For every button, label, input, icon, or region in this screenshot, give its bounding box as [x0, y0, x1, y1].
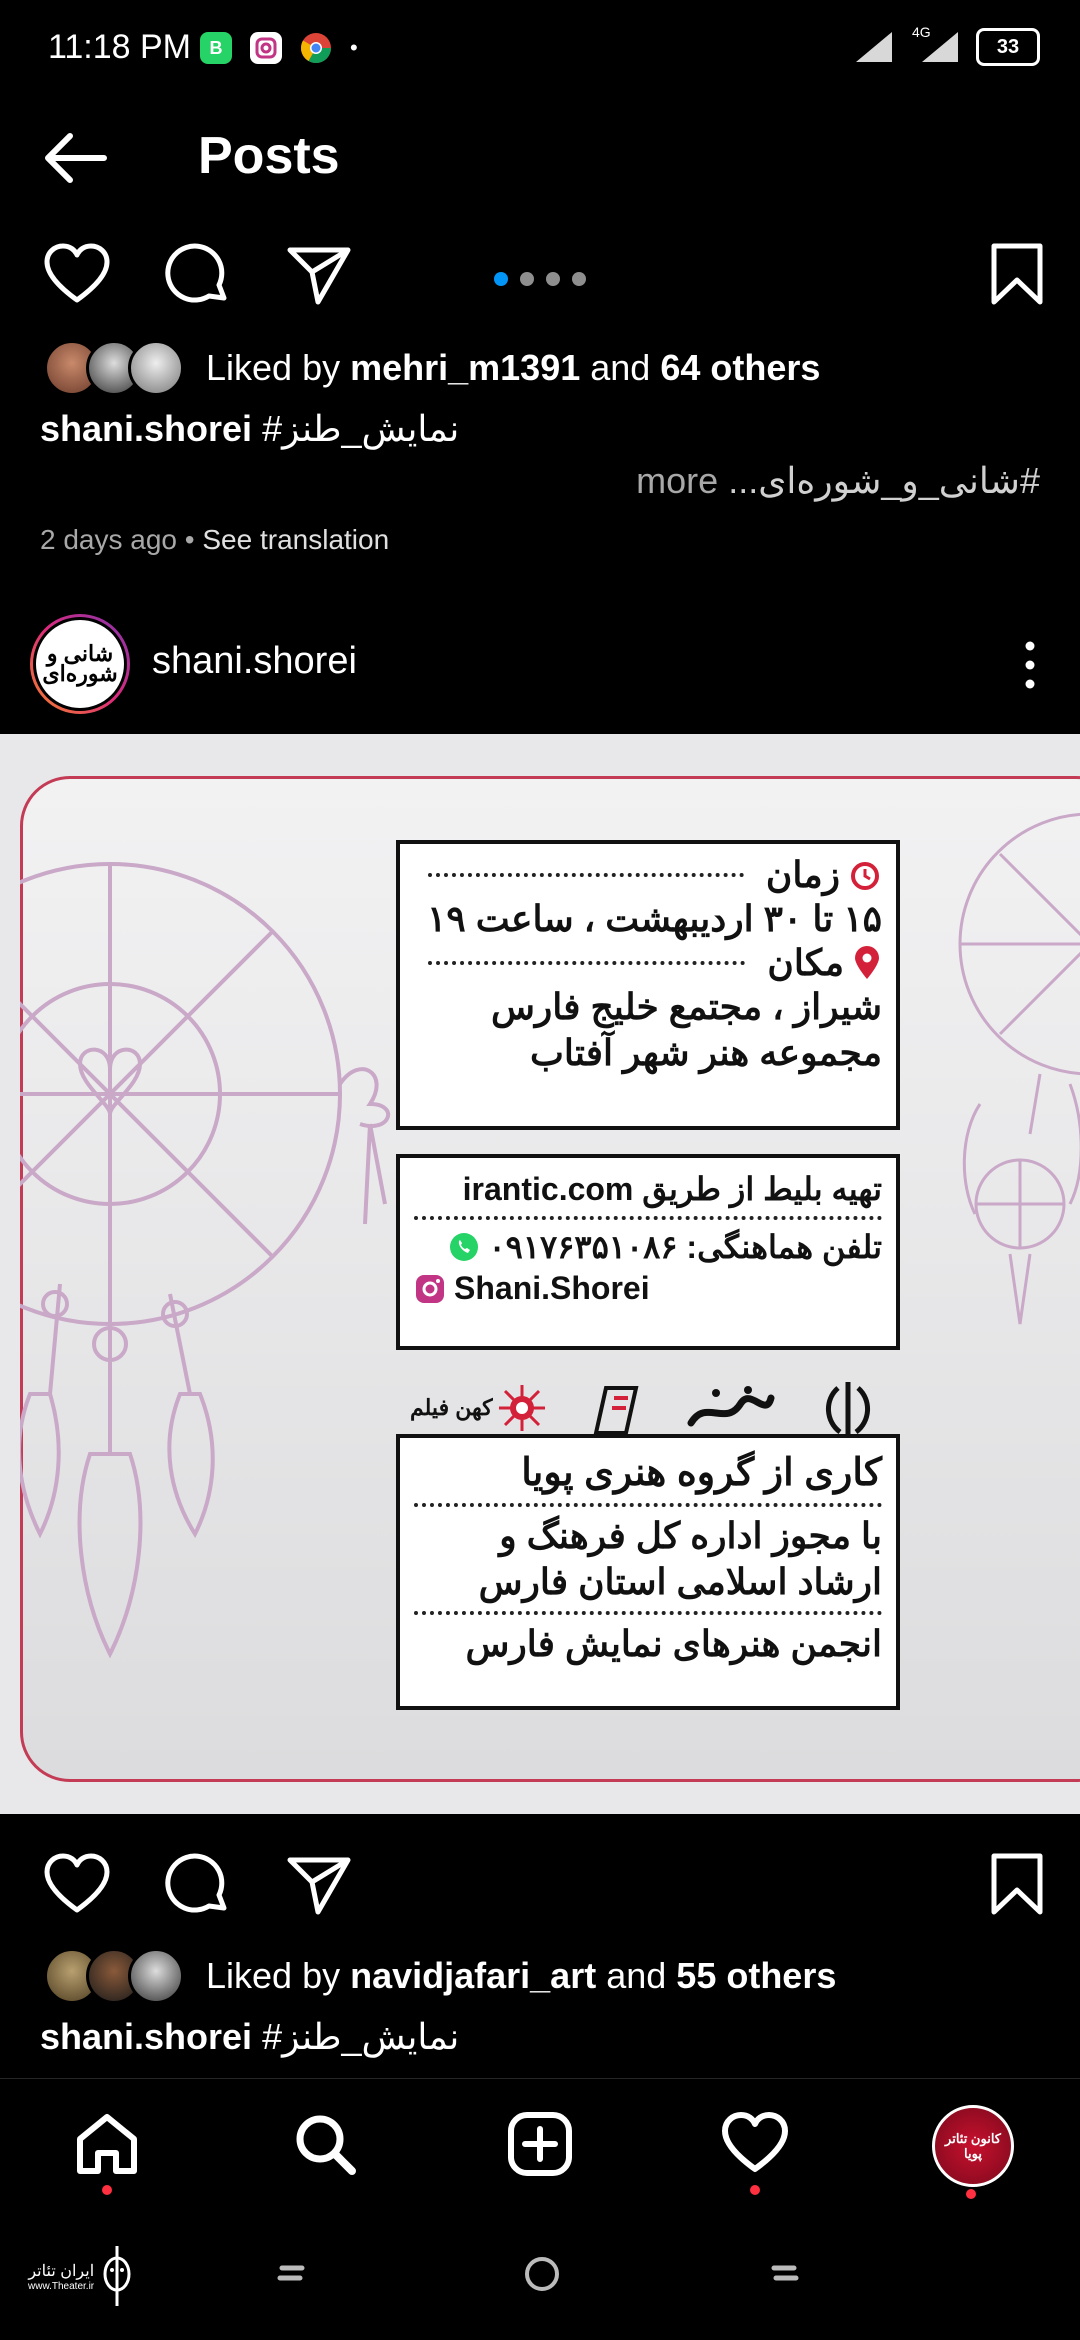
save-bookmark-icon[interactable] [982, 1850, 1052, 1920]
theater-mask-logo-icon [100, 2244, 134, 2308]
comment-icon[interactable] [164, 240, 234, 310]
carousel-dot [494, 272, 508, 286]
poster-credits-box [396, 1434, 900, 1710]
post1-caption [40, 408, 459, 450]
share-send-icon[interactable] [284, 240, 354, 310]
post1-action-bar [0, 230, 1080, 330]
divider [414, 1503, 882, 1507]
recent-apps-icon[interactable] [276, 2254, 306, 2294]
kohan-film-text: کهن فیلم [410, 1395, 493, 1420]
poster-ticket-box [396, 1154, 900, 1350]
home-button-icon[interactable] [522, 2254, 562, 2294]
dreamcatcher-left-illustration [20, 834, 420, 1734]
kohan-film-logo [410, 1383, 547, 1433]
caption-more-line [636, 460, 1040, 502]
whatsapp-icon [448, 1231, 480, 1263]
watermark-brand: ایران تئاتر [28, 2262, 95, 2280]
like-heart-icon[interactable] [42, 1850, 112, 1920]
carousel-dot [520, 272, 534, 286]
liked-username[interactable]: mehri_m1391 [350, 347, 581, 388]
status-time: 11:18 PM [48, 28, 192, 66]
divider [428, 961, 745, 965]
save-bookmark-icon[interactable] [982, 240, 1052, 310]
whatsapp-business-icon: B [200, 32, 232, 64]
liked-count[interactable]: 64 others [660, 347, 821, 388]
post2-username[interactable]: shani.shorei [152, 640, 357, 682]
caption-hashtag[interactable]: #نمایش_طنز [262, 408, 460, 449]
poster-place-line2: مجموعه هنر شهر آفتاب [530, 1032, 882, 1073]
iran-emblem-icon [816, 1376, 880, 1440]
liked-prefix: Liked by [206, 347, 351, 388]
poster-permit-line1: با مجوز اداره کل فرهنگ و [499, 1515, 882, 1556]
poster-place-line1: شیراز ، مجتمع خلیج فارس [490, 986, 882, 1027]
time-ago: 2 days ago [40, 524, 177, 555]
activity-heart-icon[interactable] [720, 2109, 790, 2179]
caption-username[interactable]: shani.shorei [40, 2016, 253, 2057]
liked-mid: and [580, 347, 661, 388]
carousel-dot [546, 272, 560, 286]
home-icon[interactable] [72, 2109, 142, 2179]
liked-prefix: Liked by [206, 1955, 351, 1996]
post1-meta [40, 524, 389, 556]
signal-icon [854, 30, 896, 64]
poster-assoc-line: انجمن هنرهای نمایش فارس [465, 1623, 882, 1664]
post1-liked-by[interactable] [44, 340, 820, 396]
poster-time-place-box [396, 840, 900, 1130]
carousel-dot [572, 272, 586, 286]
poster-time-value: ۱۵ تا ۳۰ اردیبهشت ، ساعت ۱۹ [427, 898, 882, 939]
calligraphy-logo-icon [686, 1378, 776, 1438]
liker-avatars [44, 340, 184, 396]
battery-indicator: 33 [976, 28, 1040, 66]
post2-action-bar [0, 1840, 1080, 1940]
divider [428, 873, 744, 877]
meta-separator: • [184, 524, 195, 555]
post2-liked-by[interactable] [44, 1948, 836, 2004]
status-app-icons [200, 32, 358, 64]
poster-group-line: کاری از گروه هنری پویا [521, 1452, 882, 1494]
poster-permit-line2: ارشاد اسلامی استان فارس [478, 1561, 882, 1602]
more-notifications-dot: • [350, 35, 358, 60]
post2-avatar[interactable] [30, 614, 130, 714]
comment-icon[interactable] [164, 1850, 234, 1920]
poster-insta-row [400, 1268, 896, 1309]
share-send-icon[interactable] [284, 1850, 354, 1920]
signal-4g-icon [912, 24, 960, 64]
status-right [854, 24, 1040, 66]
see-translation-link[interactable]: See translation [202, 524, 390, 555]
post2-image[interactable] [0, 734, 1080, 1814]
poster-phone-row [400, 1226, 896, 1268]
back-button-icon[interactable] [770, 2254, 800, 2294]
activity-notification-dot [750, 2185, 760, 2195]
dreamcatcher-right-illustration [920, 804, 1080, 1364]
poster-time-heading [400, 854, 896, 896]
search-icon[interactable] [290, 2109, 360, 2179]
poster-phone-line: تلفن هماهنگی: ۰۹۱۷۶۳۵۱۰۸۶ [488, 1229, 882, 1265]
divider [414, 1611, 882, 1615]
sunburst-logo-icon [497, 1383, 547, 1433]
more-options-icon[interactable] [1020, 640, 1040, 690]
instagram-logo-icon [414, 1273, 446, 1305]
chrome-icon [300, 32, 332, 64]
back-arrow-icon[interactable] [40, 128, 110, 188]
network-label: 4G [912, 24, 931, 40]
page-title: Posts [198, 127, 340, 185]
liked-count[interactable]: 55 others [676, 1955, 837, 1996]
bottom-nav-bar [0, 2078, 1080, 2209]
poster-time-title: زمان [765, 854, 840, 895]
home-notification-dot [102, 2185, 112, 2195]
divider [414, 1216, 882, 1220]
instagram-icon [250, 32, 282, 64]
carousel-indicator [494, 272, 586, 286]
liked-mid: and [596, 1955, 677, 1996]
theater-group-logo-icon [586, 1378, 646, 1438]
watermark-site: www.Theater.ir [28, 2280, 95, 2292]
poster-place-heading [400, 942, 896, 984]
more-link[interactable]: more [636, 460, 719, 501]
profile-notification-dot [966, 2189, 976, 2199]
caption-more-hashtag[interactable]: #شانی_و_شوره‌ای... [728, 460, 1040, 501]
caption-hashtag[interactable]: #نمایش_طنز [262, 2016, 460, 2057]
system-nav-bar [0, 2208, 1080, 2340]
poster-place-title: مکان [767, 942, 844, 983]
avatar [128, 1948, 184, 2004]
location-pin-icon [852, 945, 882, 981]
like-heart-icon[interactable] [42, 240, 112, 310]
post2-caption [40, 2016, 459, 2058]
poster-insta-handle: Shani.Shorei [454, 1270, 650, 1306]
avatar-text: شانی و شوره‌ای [33, 617, 127, 711]
alarm-clock-icon [848, 858, 882, 892]
liker-avatars [44, 1948, 184, 2004]
poster-ticket-line: تهیه بلیط از طریق irantic.com [462, 1171, 882, 1207]
profile-avatar[interactable]: کانون تئاتر پویا [932, 2105, 1014, 2187]
caption-username[interactable]: shani.shorei [40, 408, 253, 449]
create-post-icon[interactable] [505, 2109, 575, 2179]
avatar [128, 340, 184, 396]
theater-ir-watermark [28, 2244, 134, 2308]
liked-username[interactable]: navidjafari_art [350, 1955, 597, 1996]
